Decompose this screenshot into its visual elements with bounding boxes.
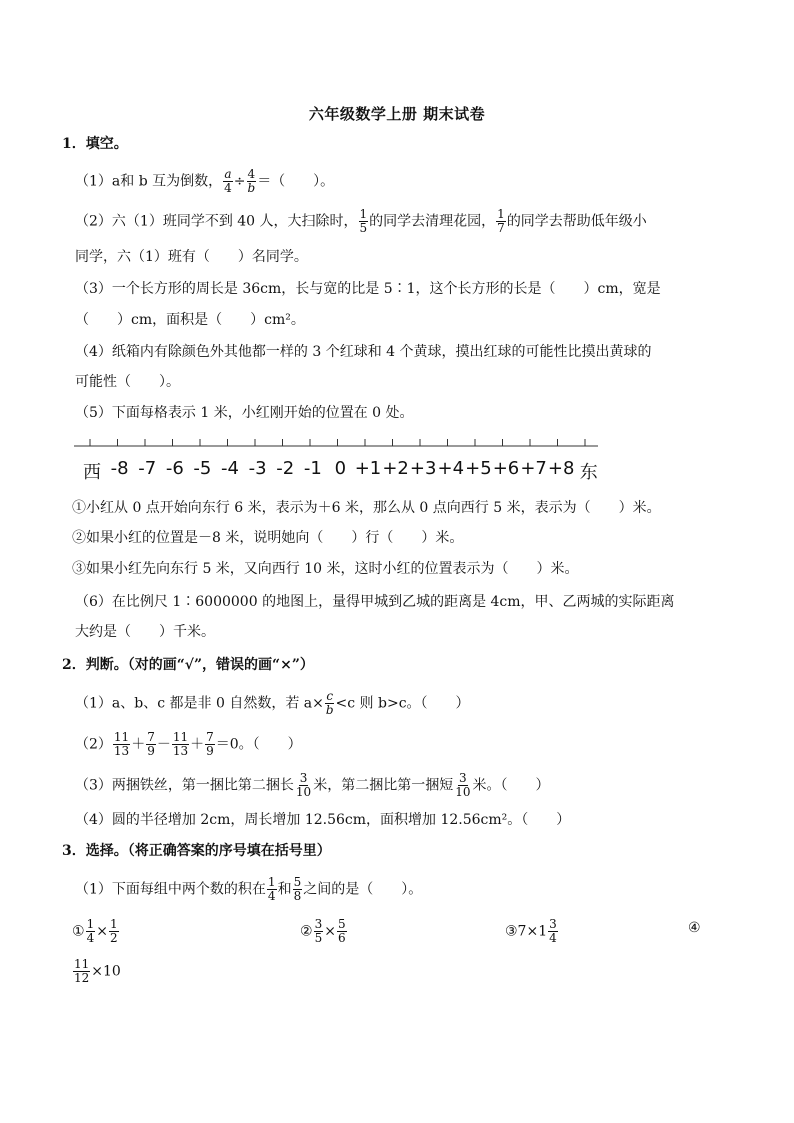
s1-q4-line2: 可能性（ ）。 (75, 374, 180, 390)
section-1-heading: 1．填空。 (62, 136, 128, 152)
fraction: $\frac{7}{9}$ (206, 730, 214, 758)
number-line-label: +3 (409, 458, 437, 479)
number-line-ticks (90, 439, 585, 446)
s1-q5-sub3: ③如果小红先向东行 5 米，又向西行 10 米，这时小红的位置表示为（ ）米。 (72, 561, 579, 577)
s2-q1: （1）a、b、c 都是非 0 自然数，若 a× $\frac{c}{b}$ <c 则 b>c。（ ） (75, 689, 470, 717)
number-line-label: -3 (248, 458, 267, 479)
number-line-label: +8 (547, 458, 575, 479)
s2-q4: （4）圆的半径增加 2cm，周长增加 12.56cm，面积增加 12.56cm²。（ ） (75, 812, 571, 828)
number-line-label: -5 (193, 458, 212, 479)
number-line-label: 东 (579, 462, 598, 483)
number-line-label: 0 (334, 458, 347, 479)
fraction: $\frac{1}{5}$ (359, 207, 368, 235)
option-2: ② $\frac{3}{5}$ × $\frac{5}{6}$ (300, 917, 346, 945)
fraction: $\frac{7}{9}$ (147, 730, 155, 758)
section-2-heading: 2．判断。（对的画“√”，错误的画“×”） (62, 657, 314, 673)
option-4: $\frac{11}{12}$ ×10 (74, 957, 121, 985)
s3-q1: （1）下面每组中两个数的积在 $\frac{1}{4}$ 和 $\frac{5}{8}$ 之间的是（ ）。 (75, 875, 423, 903)
fraction: $\frac{1}{4}$ (86, 917, 95, 945)
number-line (74, 432, 604, 452)
option-4-mark: ④ (688, 920, 701, 936)
number-line-label: +2 (382, 458, 409, 479)
number-line-label: -6 (165, 458, 184, 479)
fraction: $\frac{5}{6}$ (337, 917, 346, 945)
fraction: $\frac{3}{10}$ (295, 771, 312, 799)
s1-q3-line2: （ ）cm，面积是（ ）cm²。 (75, 312, 305, 328)
s2-q3: （3）两捆铁丝，第一捆比第二捆长 $\frac{3}{10}$ 米，第二捆比第一捆短 $\frac{3}{10}$ 米。（ ） (75, 771, 550, 799)
number-line-label: -2 (276, 458, 295, 479)
fraction: $\frac{1}{4}$ (267, 875, 276, 903)
number-line-label: +6 (492, 458, 520, 479)
number-line-label: -7 (138, 458, 157, 479)
option-1: ① $\frac{1}{4}$ × $\frac{1}{2}$ (72, 917, 118, 945)
s1-q2-line1: （2）六（1）班同学不到 40 人，大扫除时， $\frac{1}{5}$ 的同学去清理花园， $\frac{1}{7}$ 的同学去帮助低年级小 (75, 207, 647, 235)
number-line-label: -4 (221, 458, 239, 479)
s1-q5-text: （5）下面每格表示 1 米，小红刚开始的位置在 0 处。 (75, 405, 414, 421)
fraction: $\frac{3}{5}$ (314, 917, 323, 945)
fraction: $\frac{11}{13}$ (113, 730, 130, 758)
fraction: $\frac{a}{4}$ (224, 167, 232, 195)
section-3-heading: 3．选择。（将正确答案的序号填在括号里） (62, 843, 331, 859)
s1-q5-sub2: ②如果小红的位置是－8 米，说明她向（ ）行（ ）米。 (72, 530, 464, 546)
fraction: $\frac{4}{b}$ (247, 167, 256, 195)
fraction: $\frac{1}{7}$ (497, 207, 505, 235)
operator: ÷ (233, 173, 246, 190)
fraction: $\frac{11}{13}$ (172, 730, 189, 758)
s1-q5-sub1: ①小红从 0 点开始向东行 6 米，表示为＋6 米，那么从 0 点向西行 5 米，表示为（ ）米。 (72, 500, 661, 516)
fraction: $\frac{3}{4}$ (549, 917, 557, 945)
page-title: 六年级数学上册 期末试卷 (308, 105, 486, 123)
fraction: $\frac{5}{8}$ (293, 875, 302, 903)
s1-q4-line1: （4）纸箱内有除颜色外其他都一样的 3 个红球和 4 个黄球，摸出红球的可能性比摸出黄球的 (75, 344, 652, 360)
fraction: $\frac{c}{b}$ (325, 689, 334, 717)
number-line-label: +4 (437, 458, 465, 479)
s1-q3-line1: （3）一个长方形的周长是 36cm，长与宽的比是 5∶1，这个长方形的长是（ ）cm，宽是 (75, 281, 661, 297)
s1-q1-prefix: （1）a和 b 互为倒数， (75, 173, 223, 190)
fraction: $\frac{11}{12}$ (74, 957, 90, 985)
option-3: ③7×1 $\frac{3}{4}$ (505, 917, 557, 945)
s1-q2-line2: 同学，六（1）班有（ ）名同学。 (75, 249, 308, 265)
number-line-label: +7 (520, 458, 547, 479)
fraction: $\frac{3}{10}$ (455, 771, 471, 799)
number-line-label: -8 (110, 458, 129, 479)
s1-q6-line1: （6）在比例尺 1∶6000000 的地图上，量得甲城到乙城的距离是 4cm，甲、乙两城的实际距离 (75, 594, 675, 610)
number-line-label: +1 (354, 458, 382, 479)
s1-q1-suffix: ＝（ ）。 (257, 173, 335, 190)
number-line-label: 西 (83, 462, 101, 483)
s1-q1 (75, 168, 334, 195)
number-line-label: -1 (303, 458, 322, 479)
s1-q6-line2: 大约是（ ）千米。 (75, 624, 215, 640)
s2-q2: （2） $\frac{11}{13}$ ＋ $\frac{7}{9}$ － $\frac{11}{13}$ ＋ $\frac{7}{9}$ ＝0。（ ） (75, 730, 302, 758)
number-line-label: +5 (465, 458, 492, 479)
fraction: $\frac{1}{2}$ (109, 917, 118, 945)
